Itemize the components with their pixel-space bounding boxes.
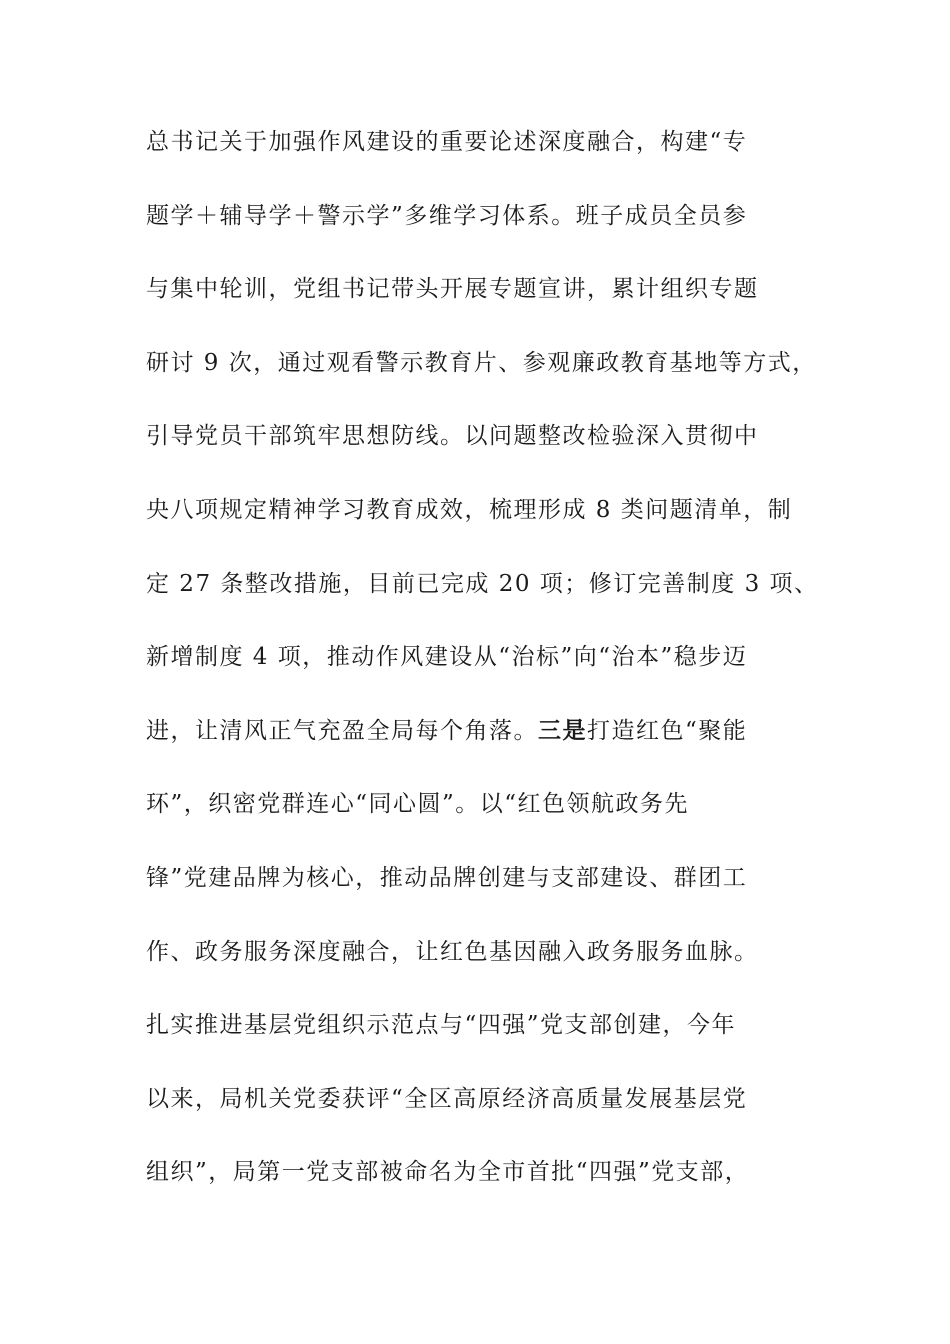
line-suffix: 打造红色“聚能 bbox=[587, 717, 748, 744]
body-text bbox=[146, 122, 826, 1226]
text-line: 新增制度 4 项，推动作风建设从“治标”向“治本”稳步迈 bbox=[146, 644, 748, 671]
text-line: 组织”，局第一党支部被命名为全市首批“四强”党支部， bbox=[146, 1159, 750, 1186]
text-line: 定 27 条整改措施，目前已完成 20 项；修订完善制度 3 项、 bbox=[146, 570, 819, 597]
text-line: 题学＋辅导学＋警示学”多维学习体系。班子成员全员参 bbox=[146, 202, 748, 229]
line-prefix: 进，让清风正气充盈全局每个角落。 bbox=[146, 717, 538, 744]
text-line: 与集中轮训，党组书记带头开展专题宣讲，累计组织专题 bbox=[146, 276, 759, 303]
text-line: 作、政务服务深度融合，让红色基因融入政务服务血脉。 bbox=[146, 938, 759, 965]
text-line: 环”，织密党群连心“同心圆”。以“红色领航政务先 bbox=[146, 791, 690, 818]
text-line-with-emphasis bbox=[146, 711, 826, 785]
text-line: 央八项规定精神学习教育成效，梳理形成 8 类问题清单，制 bbox=[146, 496, 793, 523]
text-line: 总书记关于加强作风建设的重要论述深度融合，构建“专 bbox=[146, 129, 748, 155]
text-line: 锋”党建品牌为核心，推动品牌创建与支部建设、群团工 bbox=[146, 864, 748, 891]
text-line: 扎实推进基层党组织示范点与“四强”党支部创建，今年 bbox=[146, 1012, 737, 1039]
emphasis-marker: 三是 bbox=[538, 716, 587, 744]
text-line: 引导党员干部筑牢思想防线。以问题整改检验深入贯彻中 bbox=[146, 423, 759, 450]
text-line: 研讨 9 次，通过观看警示教育片、参观廉政教育基地等方式， bbox=[146, 349, 817, 376]
text-line: 以来，局机关党委获评“全区高原经济高质量发展基层党 bbox=[146, 1085, 748, 1112]
